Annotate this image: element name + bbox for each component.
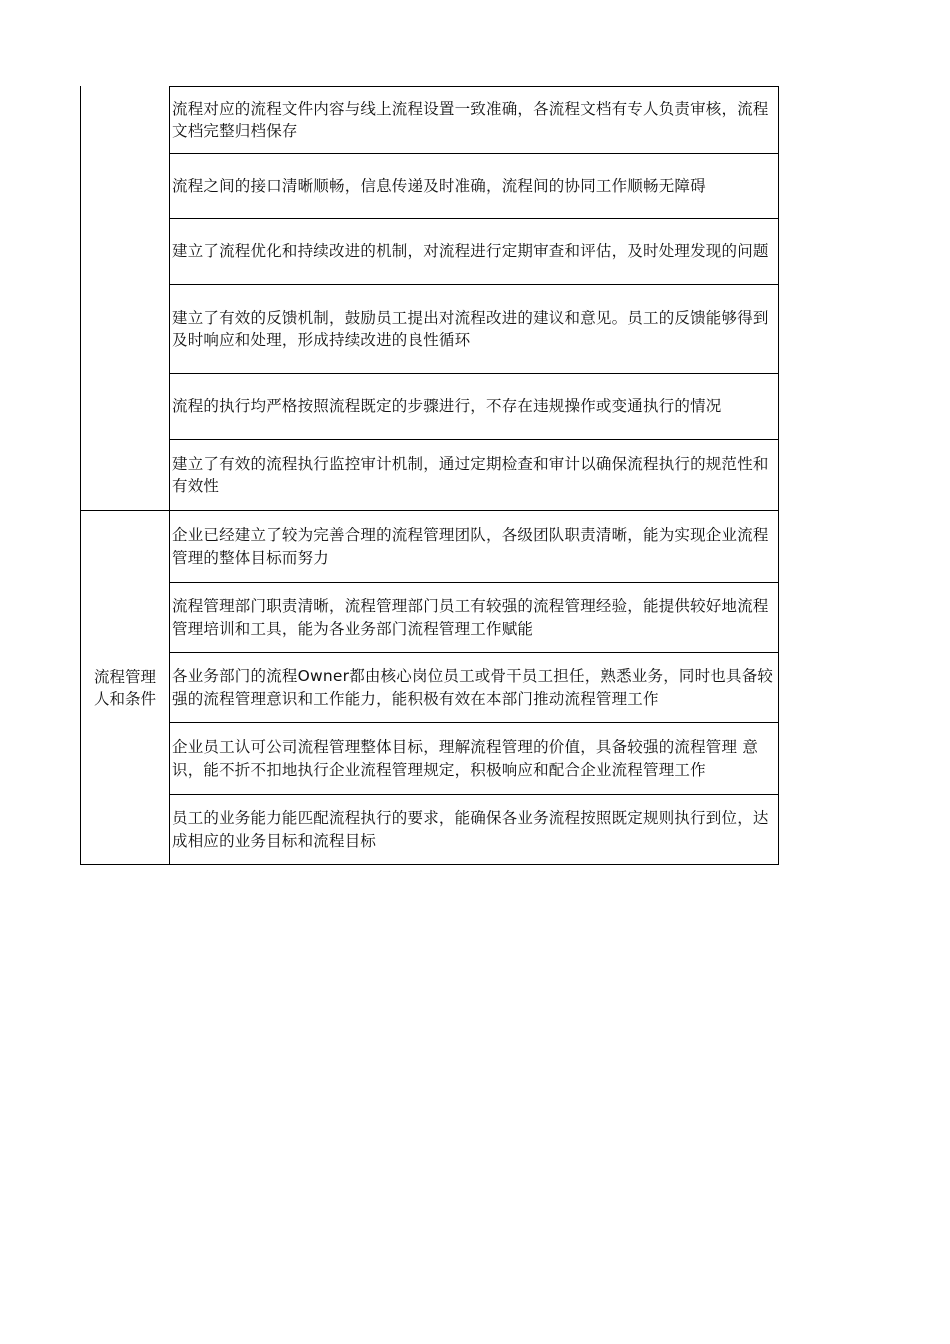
criterion-text: 流程管理部门职责清晰，流程管理部门员工有较强的流程管理经验，能提供较好地流程管理培训和工具，能为各业务部门流程管理工作赋能 — [172, 597, 769, 638]
category-cell — [81, 511, 170, 864]
category-cell-empty — [81, 86, 170, 510]
criterion-text: 流程的执行均严格按照流程既定的步骤进行，不存在违规操作或变通执行的情况 — [172, 397, 722, 416]
table-group-process-execution — [80, 86, 779, 510]
table-row — [170, 284, 778, 373]
criterion-text: 企业员工认可公司流程管理整体目标，理解流程管理的价值，具备较强的流程管理 意识，能不折不扣地执行企业流程管理规定，积极响应和配合企业流程管理工作 — [172, 738, 759, 779]
criterion-text: 各业务部门的流程Owner都由核心岗位员工或骨干员工担任，熟悉业务，同时也具备较强的流程管理意识和工作能力，能积极有效在本部门推动流程管理工作 — [172, 667, 774, 708]
table-row — [170, 373, 778, 439]
category-label-line-1: 流程管理 — [93, 667, 156, 686]
criterion-text: 建立了流程优化和持续改进的机制，对流程进行定期审查和评估，及时处理发现的问题 — [172, 242, 769, 261]
table-row — [170, 722, 778, 794]
table-row — [170, 652, 778, 722]
criteria-table — [80, 86, 779, 865]
criterion-text: 建立了有效的流程执行监控审计机制，通过定期检查和审计以确保流程执行的规范性和有效性 — [172, 454, 769, 495]
table-row — [170, 511, 778, 582]
criterion-text: 流程之间的接口清晰顺畅，信息传递及时准确，流程间的协同工作顺畅无障碍 — [172, 176, 706, 195]
criterion-text: 员工的业务能力能匹配流程执行的要求，能确保各业务流程按照既定规则执行到位，达成相应的业务目标和流程目标 — [172, 809, 769, 850]
table-row — [170, 218, 778, 284]
table-row — [170, 86, 778, 153]
category-label-line-2: 人和条件 — [93, 689, 156, 708]
criterion-text: 流程对应的流程文件内容与线上流程设置一致准确，各流程文档有专人负责审核，流程文档完整归档保存 — [172, 99, 769, 140]
criterion-text: 企业已经建立了较为完善合理的流程管理团队，各级团队职责清晰，能为实现企业流程管理的整体目标而努力 — [172, 526, 769, 567]
table-group-process-management-people — [80, 510, 779, 865]
table-row — [170, 582, 778, 652]
table-row — [170, 794, 778, 864]
criterion-text: 建立了有效的反馈机制，鼓励员工提出对流程改进的建议和意见。员工的反馈能够得到及时响应和处理，形成持续改进的良性循环 — [172, 308, 769, 349]
table-row — [170, 439, 778, 510]
table-row — [170, 153, 778, 218]
